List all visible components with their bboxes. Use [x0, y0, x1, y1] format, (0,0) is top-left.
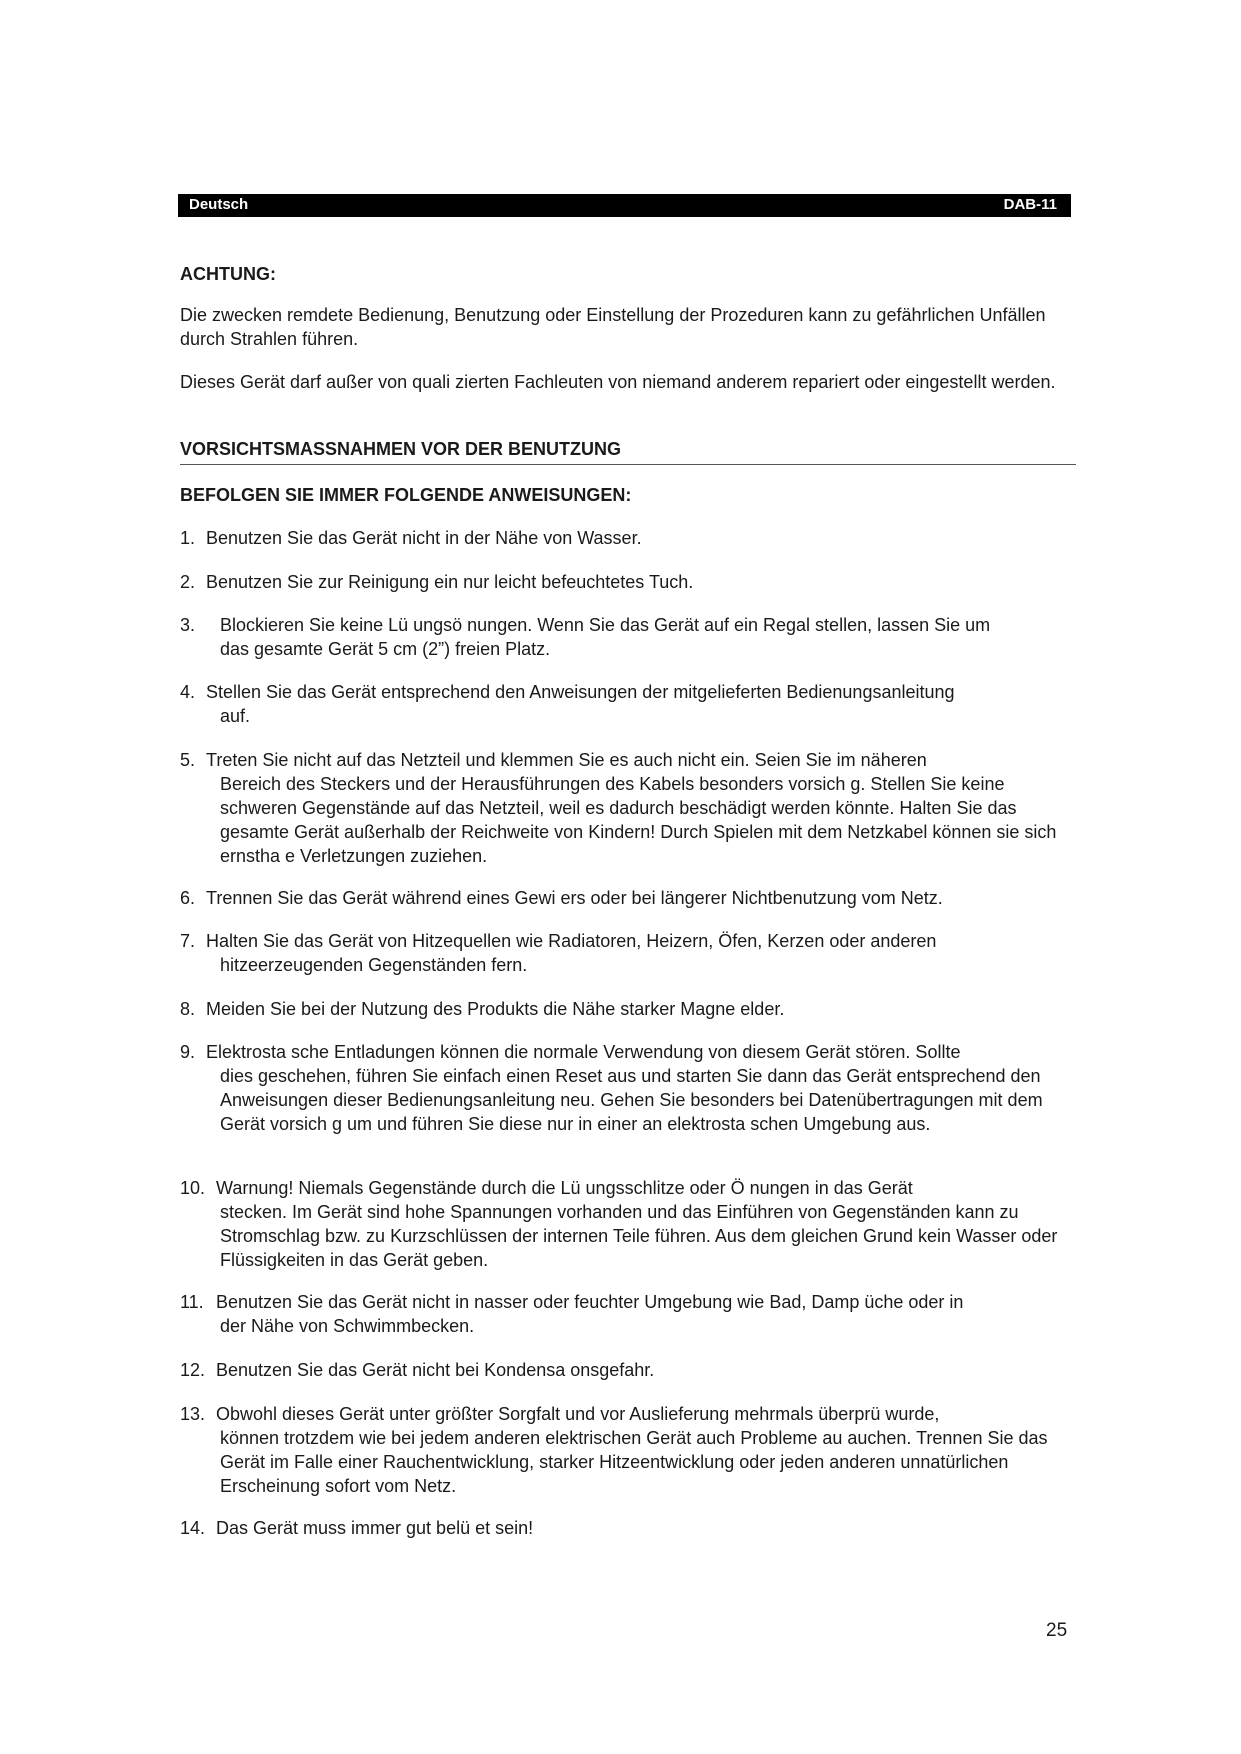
list-item	[180, 1040, 1080, 1136]
list-item	[180, 886, 1080, 910]
list-item-text: Treten Sie nicht auf das Netzteil und klemmen Sie es auch nicht ein. Seien Sie im näheren	[206, 750, 927, 770]
section-title: VORSICHTSMASSNAHMEN VOR DER BENUTZUNG	[180, 439, 622, 459]
list-item-number: 4.	[180, 682, 196, 702]
list-item-text: Obwohl dieses Gerät unter größter Sorgfalt und vor Auslieferung mehrmals überprü wurde,	[216, 1404, 940, 1424]
list-item-number: 12.	[180, 1360, 206, 1380]
list-item-text: Trennen Sie das Gerät während eines Gewi ers oder bei längerer Nichtbenutzung vom Netz.	[206, 888, 943, 908]
header-language: Deutsch	[189, 196, 249, 213]
warning-paragraph-2: Dieses Gerät darf außer von quali zierten Fachleuten von niemand anderem repariert oder eingestellt werden.	[180, 372, 1056, 392]
list-item	[180, 1358, 1080, 1382]
list-item-text: Warnung! Niemals Gegenstände durch die Lü ungsschlitze oder Ö nungen in das Gerät	[216, 1178, 913, 1198]
warning-paragraph-1: Die zwecken remdete Bedienung, Benutzung oder Einstellung der Prozeduren kann zu gefährlichen Unfällen durch Strahlen führen.	[180, 305, 1046, 349]
list-item-number: 5.	[180, 750, 196, 770]
list-item-text: Benutzen Sie das Gerät nicht in nasser oder feuchter Umgebung wie Bad, Damp üche oder in	[216, 1292, 964, 1312]
list-item-continuation: stecken. Im Gerät sind hohe Spannungen vorhanden und das Einführen von Gegenständen kann zu Stromschlag bzw. zu Kurzschlüssen der internen Teile führen. Aus dem gleichen Grund kein Wasser oder Flüssigkeiten in das Gerät geben.	[220, 1202, 1058, 1270]
header-model: DAB-11	[1003, 196, 1057, 213]
list-item-continuation: dies geschehen, führen Sie einfach einen Reset aus und starten Sie dann das Gerät entsprechend den Anweisungen dieser Bedienungsanleitung neu. Gehen Sie besonders bei Datenübertragungen mit dem Gerät vorsich g um und führen Sie diese nur in einer an elektrosta schen Umgebung aus.	[220, 1066, 1043, 1134]
list-item-text: Benutzen Sie das Gerät nicht in der Nähe von Wasser.	[206, 528, 642, 548]
list-item-number: 1.	[180, 528, 196, 548]
list-item-text: Elektrosta sche Entladungen können die normale Verwendung von diesem Gerät stören. Sollte	[206, 1042, 961, 1062]
list-item-continuation: auf.	[220, 706, 251, 726]
list-item-number: 3.	[180, 615, 196, 635]
list-item-text: Stellen Sie das Gerät entsprechend den Anweisungen der mitgelieferten Bedienungsanleitung	[206, 682, 955, 702]
list-item	[180, 570, 1080, 594]
list-item-continuation: können trotzdem wie bei jedem anderen elektrischen Gerät auch Probleme au auchen. Trennen Sie das Gerät im Falle einer Rauchentwicklung, starker Hitzeentwicklung oder jeden anderen unnatürlichen Erscheinung sofort vom Netz.	[220, 1428, 1048, 1496]
list-item	[180, 526, 1080, 550]
list-item-number: 13.	[180, 1404, 206, 1424]
section-divider	[180, 464, 1076, 465]
list-item	[180, 613, 1080, 661]
list-item-number: 6.	[180, 888, 196, 908]
list-item	[180, 1402, 1080, 1498]
warning-title: ACHTUNG:	[180, 264, 276, 284]
list-item-text: Benutzen Sie das Gerät nicht bei Kondensa onsgefahr.	[216, 1360, 655, 1380]
list-item-text: Meiden Sie bei der Nutzung des Produkts die Nähe starker Magne elder.	[206, 999, 785, 1019]
list-item-continuation: hitzeerzeugenden Gegenständen fern.	[220, 955, 528, 975]
header-bar	[178, 194, 1071, 217]
section-subtitle: BEFOLGEN SIE IMMER FOLGENDE ANWEISUNGEN:	[180, 485, 632, 505]
page-number: 25	[1046, 1620, 1068, 1641]
list-item-number: 8.	[180, 999, 196, 1019]
list-item-number: 7.	[180, 931, 196, 951]
list-item-continuation: Bereich des Steckers und der Herausführungen des Kabels besonders vorsich g. Stellen Sie keine schweren Gegenstände auf das Netzteil, weil es dadurch beschädigt werden könnte. Halten Sie das gesamte Gerät außerhalb der Reichweite von Kindern! Durch Spielen mit dem Netzkabel können sie sich ernstha e Verletzungen zuziehen.	[220, 774, 1057, 866]
list-item	[180, 1176, 1080, 1272]
list-item	[180, 680, 1080, 728]
list-item-text: Blockieren Sie keine Lü ungsö nungen. Wenn Sie das Gerät auf ein Regal stellen, lassen Sie um	[220, 615, 991, 635]
list-item-number: 2.	[180, 572, 196, 592]
list-item-text: Benutzen Sie zur Reinigung ein nur leicht befeuchtetes Tuch.	[206, 572, 694, 592]
list-item	[180, 1290, 1080, 1338]
list-item	[180, 748, 1080, 868]
list-item-text: Das Gerät muss immer gut belü et sein!	[216, 1518, 534, 1538]
list-item-number: 11.	[180, 1292, 204, 1312]
list-item	[180, 929, 1080, 977]
list-item-number: 9.	[180, 1042, 196, 1062]
list-item-continuation: das gesamte Gerät 5 cm (2”) freien Platz.	[220, 639, 551, 659]
list-item-text: Halten Sie das Gerät von Hitzequellen wie Radiatoren, Heizern, Öfen, Kerzen oder anderen	[206, 931, 937, 951]
list-item-number: 14.	[180, 1518, 206, 1538]
list-item-continuation: der Nähe von Schwimmbecken.	[220, 1316, 475, 1336]
list-item-number: 10.	[180, 1178, 206, 1198]
list-item	[180, 997, 1080, 1021]
list-item	[180, 1516, 1080, 1540]
